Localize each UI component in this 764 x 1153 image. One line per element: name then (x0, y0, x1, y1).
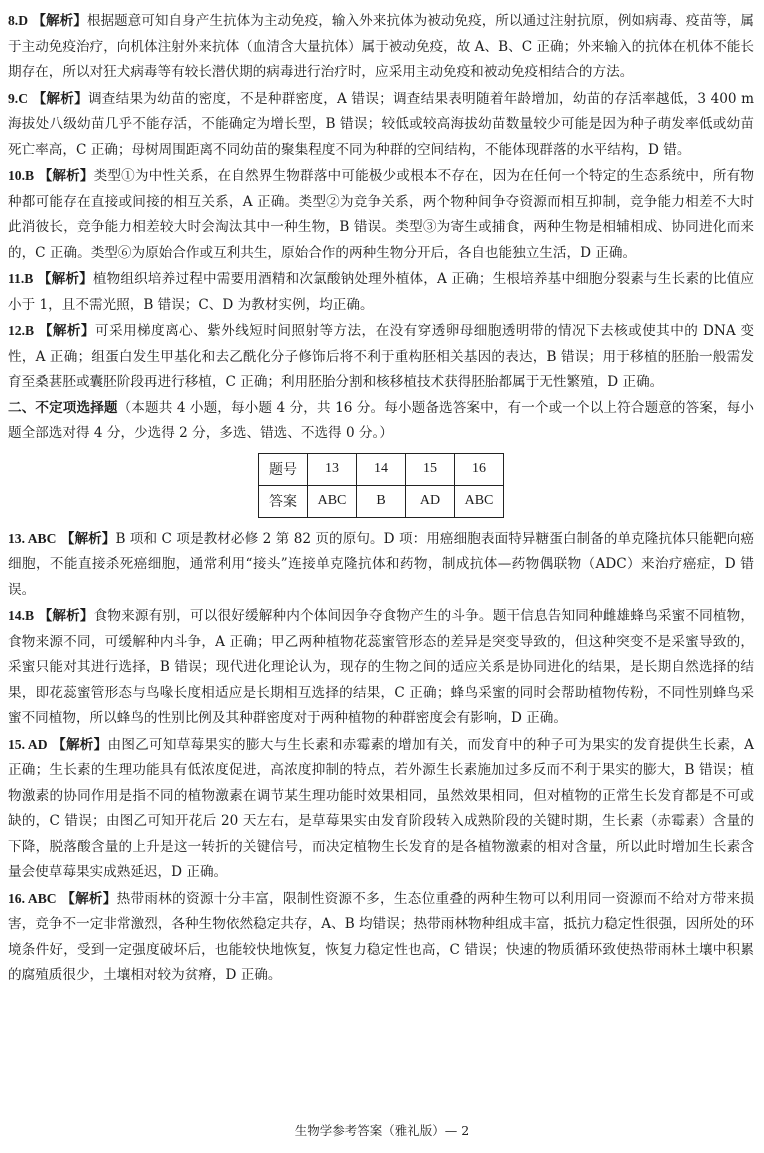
table-cell: ABC (308, 485, 357, 517)
item-text: 热带雨林的资源十分丰富，限制性资源不多，生态位重叠的两种生物可以利用同一资源而不给对方带来损害，竞争不一定非常激烈，各种生物依然稳定共存，A、B 均错误；热带雨林物种组成丰富，抵抗力稳定性很强，因所处的环境条件好，受到一定强度破坏后，也能较快地恢复，恢复力稳定性也高，C 错误；快速的物质循环致使热带雨林土壤中积累的腐殖质很少，土壤相对较为贫瘠，D 正确。 (8, 890, 755, 983)
table-cell: 题号 (259, 453, 308, 485)
answer-item-16 (8, 886, 754, 989)
answer-item-11 (8, 266, 754, 318)
item-text: 调查结果为幼苗的密度，不是种群密度，A 错误；调查结果表明随着年龄增加，幼苗的存活率越低，3 400 m 海拔处八级幼苗几乎不能存活，不能确定为增长型，B 错误；较低或较高海拔幼苗数量较少可能是因为种子萌发率低或幼苗死亡率高，C 正确；母树周围距离不同幼苗的聚集程度不同为种群的空间结构，不能体现群落的水平结构，D 错。 (8, 90, 755, 158)
item-text: 由图乙可知草莓果实的膨大与生长素和赤霉素的增加有关，而发育中的种子可为果实的发育提供生长素，A 正确；生长素的生理功能具有低浓度促进，高浓度抑制的特点，若外源生长素施加过多反而不利于果实的膨大，B 错误；植物激素的协同作用是指不同的植物激素在调节某生理功能时效果相同，虽然效果相同，但对植物的正常生长发育都是不可或缺的，C 错误；由图乙可知开花后 20 天左右，是草莓果实由发育阶段转入成熟阶段的关键时期，生长素（赤霉素）含量的下降，脱落酸含量的上升是这一转折的关键信号，而决定植物生长发育的是各植物激素的相对含量，所以此时增加生长素含量会使草莓果实成熟延迟，D 正确。 (8, 736, 754, 880)
analysis-tag: 【解析】 (61, 890, 117, 907)
item-number: 8.D (8, 13, 29, 28)
item-number: 16. ABC (8, 890, 57, 906)
table-cell: AD (406, 485, 455, 517)
item-text: B 项和 C 项是教材必修 2 第 82 页的原句。D 项：用癌细胞表面特异糖蛋白制备的单克隆抗体只能靶向癌细胞，不能直接杀死癌细胞，通常利用“接头”连接单克隆抗体和药物，制成抗体—药物偶联物（ADC）来治疗癌症，D 错误。 (8, 530, 754, 598)
item-number: 9.C (8, 90, 29, 106)
item-number: 10.B (8, 168, 35, 183)
answer-item-9 (8, 86, 754, 164)
table-cell: 15 (406, 453, 455, 485)
answer-item-15 (8, 732, 754, 886)
item-number: 14.B (8, 608, 35, 623)
answer-table-header-row (259, 453, 504, 485)
item-text: 植物组织培养过程中需要用酒精和次氯酸钠处理外植体，A 正确；生根培养基中细胞分裂素与生长素的比值应小于 1，且不需光照，B 错误；C、D 为教材实例，均正确。 (8, 271, 754, 313)
answer-item-13 (8, 526, 754, 604)
answer-table-answer-row (259, 485, 504, 517)
item-number: 13. ABC (8, 530, 57, 546)
item-number: 15. AD (8, 736, 48, 752)
answer-item-8 (8, 8, 754, 86)
section-instructions: （本题共 4 小题，每小题 4 分，共 16 分。每小题备选答案中，有一个或一个以上符合题意的答案，每小题全部选对得 4 分，少选得 2 分，多选、错选、不选得 0 分。） (8, 399, 754, 441)
table-cell: 13 (308, 453, 357, 485)
item-number: 12.B (8, 323, 35, 338)
table-cell: 14 (357, 453, 406, 485)
analysis-tag: 【解析】 (52, 736, 108, 753)
analysis-tag: 【解析】 (38, 608, 94, 624)
section-title: 二、不定项选择题 (8, 399, 118, 416)
answer-item-14 (8, 603, 754, 732)
answer-page (8, 8, 754, 989)
section-heading (8, 396, 754, 447)
analysis-tag: 【解析】 (38, 168, 94, 184)
answer-table (258, 453, 504, 518)
answer-item-12 (8, 318, 754, 396)
analysis-tag: 【解析】 (60, 530, 116, 547)
item-text: 食物来源有别，可以很好缓解种内个体间因争夺食物产生的斗争。题干信息告知同种雌雄蜂鸟采蜜不同植物，食物来源不同，可缓解种内斗争，A 正确；甲乙两种植物花蕊蜜管形态的差异是突变导致的，但这种突变不是采蜜导致的，采蜜只能对其进行选择，B 错误；现代进化理论认为，现存的生物之间的适应关系是协同进化的结果，是长期自然选择的结果，即花蕊蜜管形态与鸟喙长度相适应是长期相互选择的结果，C 正确；蜂鸟采蜜的同时会帮助植物传粉，不同性别蜂鸟采蜜不同植物，所以蜂鸟的性别比例及其种群密度对于两种植物的种群密度会有影响，D 正确。 (8, 608, 755, 726)
page-footer: 生物学参考答案（雅礼版）— 2 (294, 1123, 470, 1138)
analysis-tag: 【解析】 (32, 13, 87, 29)
analysis-tag: 【解析】 (38, 323, 95, 339)
table-cell: ABC (455, 485, 504, 517)
item-text: 根据题意可知自身产生抗体为主动免疫，输入外来抗体为被动免疫，所以通过注射抗原，例如病毒、疫苗等，属于主动免疫治疗，向机体注射外来抗体（血清含大量抗体）属于被动免疫，故 A、B、C 正确；外来输入的抗体在机体不能长期存在，所以对狂犬病毒等有较长潜伏期的病毒进行治疗时，应采用主动免疫和被动免疫相结合的方法。 (8, 13, 754, 80)
table-cell: 16 (455, 453, 504, 485)
item-text: 类型①为中性关系，在自然界生物群落中可能极少或根本不存在，因为在任何一个特定的生态系统中，所有物种都可能存在直接或间接的相互关系，A 正确。类型②为竞争关系，两个物种间争夺资源而相互抑制，竞争能力相差不大时此消彼长，竞争能力相差较大时会淘汰其中一种生物，B 错误。类型③为寄生或捕食，两种生物是相辅相成、协同进化而来的，C 正确。类型⑥为原始合作或互利共生，原始合作的两种生物分开后，各自也能独立生活，D 正确。 (8, 168, 755, 261)
item-number: 11.B (8, 271, 34, 286)
answer-item-10 (8, 163, 754, 266)
analysis-tag: 【解析】 (32, 90, 88, 107)
table-cell: B (357, 485, 406, 517)
table-cell: 答案 (259, 485, 308, 517)
analysis-tag: 【解析】 (37, 271, 93, 287)
item-text: 可采用梯度离心、紫外线短时间照射等方法，在没有穿透卵母细胞透明带的情况下去核或使其中的 DNA 变性，A 正确；组蛋白发生甲基化和去乙酰化分子修饰后将不利于重构胚相关基因的表达，B 错误；用于移植的胚胎一般需发育至桑葚胚或囊胚阶段再进行移植，C 正确；利用胚胎分割和核移植技术获得胚胎都属于无性繁殖，D 正确。 (8, 323, 755, 390)
